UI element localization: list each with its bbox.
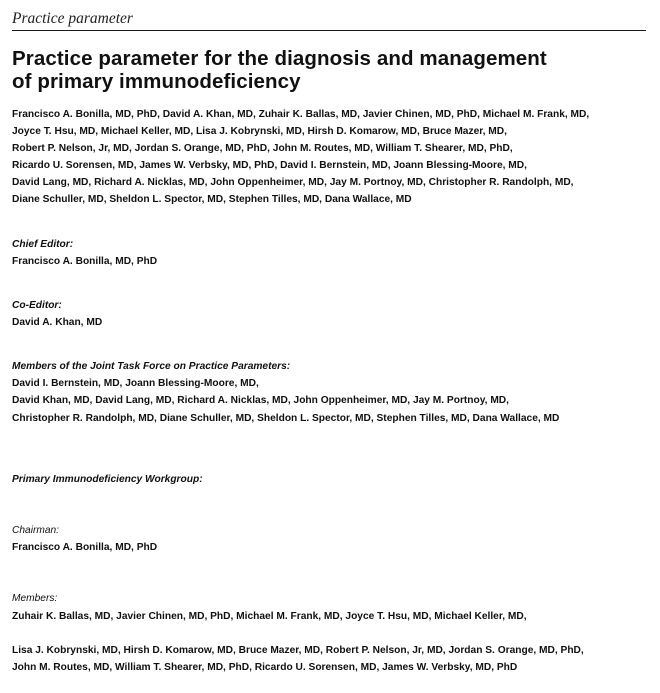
members-line — [12, 573, 648, 624]
co-editor-label: Co-Editor: — [12, 299, 62, 311]
chairman-line — [12, 505, 648, 556]
task-force-block — [12, 341, 648, 444]
author-list: Francisco A. Bonilla, MD, PhD, David A. Khan, MD, Zuhair K. Ballas, MD, Javier Chinen, MD, PhD, Michael M. Frank, MD, Joyce T. Hsu, MD, Michael Keller, MD, Lisa J. Kobrynski, MD, Hirsh D. Komarow, MD, Bruce Mazer, MD, Robert P. Nelson, Jr, MD, Jordan S. Orange, MD, PhD, John M. Routes, MD, William T. Shearer, MD, PhD, Ricardo U. Sorensen, MD, James W. Verbsky, MD, PhD, David I. Bernstein, MD, Joann Blessing-Moore, MD, David Lang, MD, Richard A. Nicklas, MD, John Oppenheimer, MD, Jay M. Portnoy, MD, Christopher R. Randolph, MD, Diane Schuller, MD, Sheldon L. Spector, MD, Stephen Tilles, MD, Dana Wallace, MD — [12, 109, 590, 206]
chairman-name: Francisco A. Bonilla, MD, PhD — [12, 542, 158, 554]
workgroup-members-rest: Lisa J. Kobrynski, MD, Hirsh D. Komarow, MD, Bruce Mazer, MD, Robert P. Nelson, Jr, MD, Jordan S. Orange, MD, PhD, John M. Routes, MD, William T. Shearer, MD, PhD, Ricardo U. Sorensen, MD, James W. Verbsky, MD, PhD — [12, 644, 584, 673]
workgroup-block — [12, 454, 648, 693]
article-title: Practice parameter for the diagnosis and management of primary immunodeficiency — [12, 47, 547, 93]
co-editor-line — [12, 280, 648, 331]
chief-editor-line — [12, 219, 648, 270]
task-force-label: Members of the Joint Task Force on Practice Parameters: — [12, 361, 291, 373]
header-rule — [12, 30, 646, 31]
task-force-members-rest: David Khan, MD, David Lang, MD, Richard A. Nicklas, MD, John Oppenheimer, MD, Jay M. Portnoy, MD, Christopher R. Randolph, MD, Diane Schuller, MD, Sheldon L. Spector, MD, Stephen Tilles, MD, Dana Wallace, MD — [12, 395, 560, 424]
chief-editor-name: Francisco A. Bonilla, MD, PhD — [12, 255, 158, 267]
chairman-label: Chairman: — [12, 525, 59, 537]
workgroup-label: Primary Immunodeficiency Workgroup: — [12, 473, 203, 485]
task-force-members-first: David I. Bernstein, MD, Joann Blessing-Moore, MD, — [12, 378, 259, 390]
chief-editor-label: Chief Editor: — [12, 238, 74, 250]
section-label: Practice parameter — [12, 10, 133, 27]
article-page — [12, 0, 648, 693]
co-editor-name: David A. Khan, MD — [12, 317, 103, 329]
members-label: Members: — [12, 593, 58, 605]
workgroup-members-first: Zuhair K. Ballas, MD, Javier Chinen, MD, PhD, Michael M. Frank, MD, Joyce T. Hsu, MD, Michael Keller, MD, — [12, 610, 527, 622]
